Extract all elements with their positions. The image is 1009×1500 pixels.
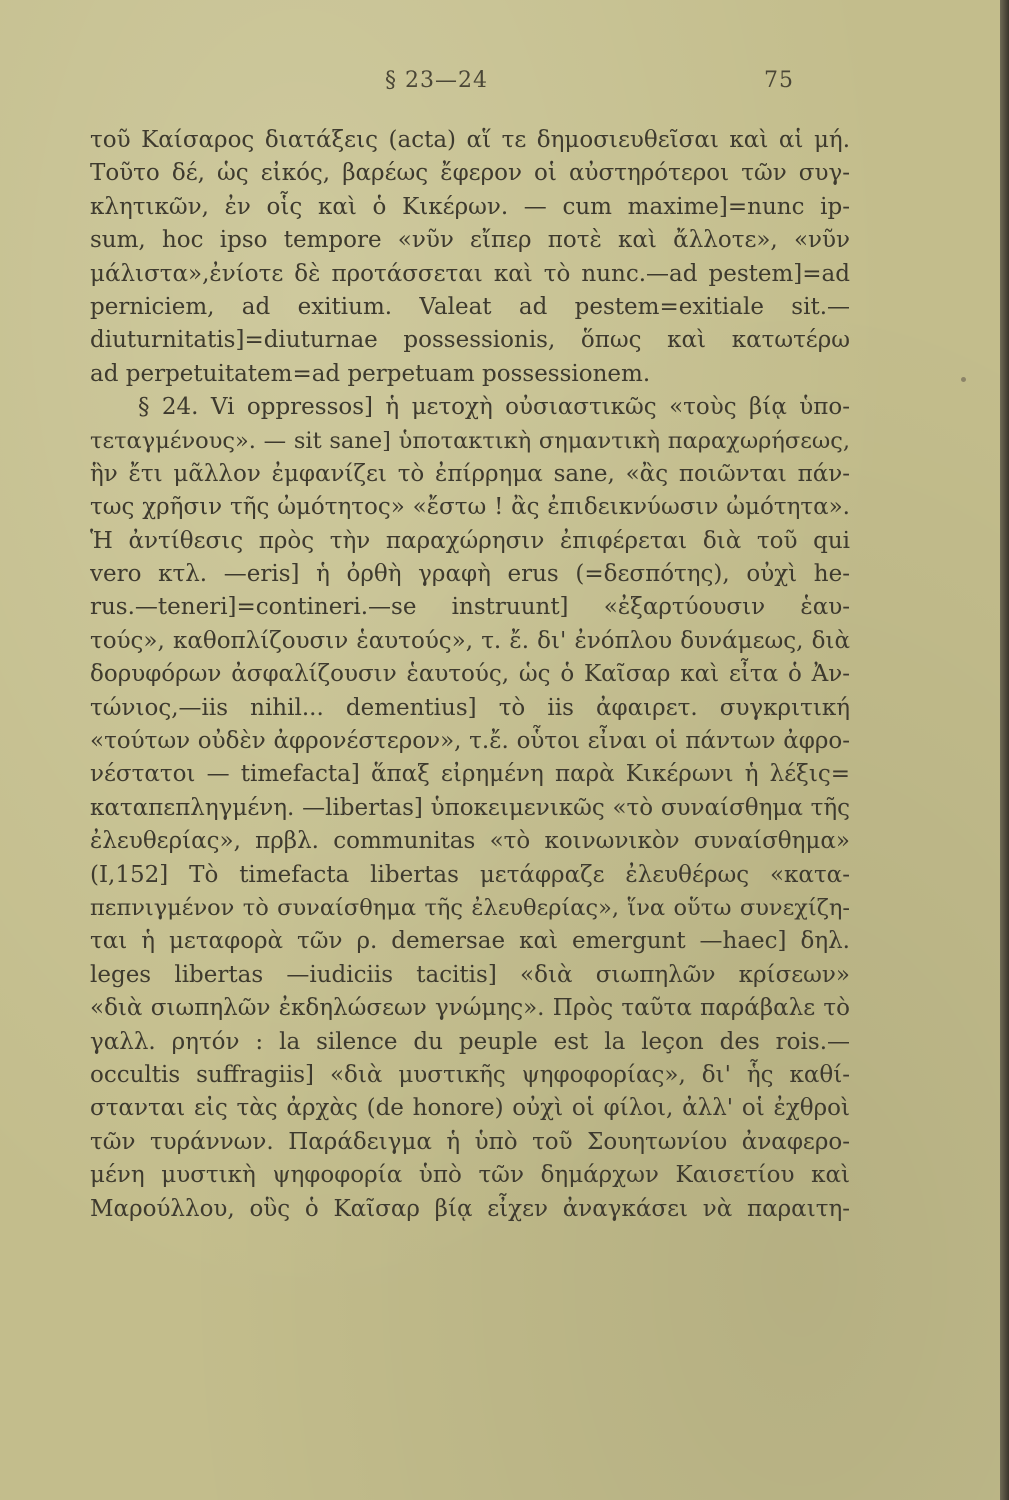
text-line: πεπνιγμένον τὸ συναίσθημα τῆς ἐλευθερίας», ἵνα οὕτω συνεχίζη- (90, 894, 850, 921)
text-line: τοῦ Καίσαρος διατάξεις (acta) αἵ τε δημοσιευθεῖσαι καὶ αἱ μή. (90, 127, 850, 153)
text-line: «τούτων οὐδὲν ἀφρονέστερον», τ.ἔ. οὗτοι εἶναι οἱ πάντων ἀφρο- (90, 728, 850, 755)
text-line: § 24. Vi oppressos] ἡ μετοχὴ οὐσιαστικῶς «τοὺς βίᾳ ὑπο- (138, 394, 850, 421)
section-heading: § 23—24 (385, 68, 488, 93)
text-line: «διὰ σιωπηλῶν ἐκδηλώσεων γνώμης». Πρὸς ταῦτα παράβαλε τὸ (90, 995, 850, 1022)
text-line: μένη μυστικὴ ψηφοφορία ὑπὸ τῶν δημάρχων Καισετίου καὶ (90, 1162, 850, 1189)
body-text (90, 124, 850, 1226)
text-line: perniciem, ad exitium. Valeat ad pestem=exitiale sit.— (90, 293, 850, 320)
text-line: rus.—teneri]=contineri.—se instruunt] «ἐξαρτύουσιν ἑαυ- (90, 594, 850, 621)
text-line: τούς», καθοπλίζουσιν ἑαυτούς», τ. ἔ. δι' ἐνόπλου δυνάμεως, διὰ (90, 627, 850, 654)
running-header (0, 68, 1000, 102)
text-line: στανται εἰς τὰς ἀρχὰς (de honore) οὐχὶ οἱ φίλοι, ἀλλ' οἱ ἐχθροὶ (90, 1095, 850, 1122)
text-line: μάλιστα»,ἐνίοτε δὲ προτάσσεται καὶ τὸ nunc.—ad pestem]=ad (90, 260, 850, 287)
text-line: κλητικῶν, ἐν οἷς καὶ ὁ Κικέρων. — cum maxime]=nunc ip- (90, 193, 850, 220)
text-line: diuturnitatis]=diuturnae possessionis, ὅπως καὶ κατωτέρω (90, 327, 850, 354)
text-line: vero κτλ. —eris] ἡ ὀρθὴ γραφὴ erus (=δεσπότης), οὐχὶ he- (90, 561, 850, 588)
text-line: Τοῦτο δέ, ὡς εἰκός, βαρέως ἔφερον οἱ αὐστηρότεροι τῶν συγ- (90, 160, 850, 187)
text-line: νέστατοι — timefacta] ἅπαξ εἰρημένη παρὰ Κικέρωνι ἡ λέξις= (90, 761, 850, 788)
text-line: τῶν τυράννων. Παράδειγμα ἡ ὑπὸ τοῦ Σουητωνίου ἀναφερο- (90, 1128, 850, 1155)
text-line: καταπεπληγμένη. —libertas] ὑποκειμενικῶς «τὸ συναίσθημα τῆς (90, 794, 850, 821)
text-line: γαλλ. ρητόν : la silence du peuple est la leçon des rois.— (90, 1028, 850, 1055)
paper-speck (961, 377, 966, 382)
text-line: occultis suffragiis] «διὰ μυστικῆς ψηφοφορίας», δι' ἧς καθί- (90, 1061, 850, 1088)
text-line: τώνιος,—iis nihil... dementius] τὸ iis ἀφαιρετ. συγκριτική (90, 694, 850, 721)
text-line: Ἡ ἀντίθεσις πρὸς τὴν παραχώρησιν ἐπιφέρεται διὰ τοῦ qui (90, 527, 850, 554)
book-edge (1000, 0, 1009, 1500)
text-line: ἐλευθερίας», πρβλ. communitas «τὸ κοινωνικὸν συναίσθημα» (90, 828, 850, 855)
text-line: ad perpetuitatem=ad perpetuam possessionem. (90, 360, 651, 387)
text-line: ται ἡ μεταφορὰ τῶν ρ. demersae καὶ emergunt —haec] δηλ. (90, 928, 850, 955)
text-line: (I,152] Τὸ timefacta libertas μετάφραζε ἐλευθέρως «κατα- (90, 861, 850, 888)
text-line: τεταγμένους». — sit sane] ὑποτακτικὴ σημαντικὴ παραχωρήσεως, (90, 427, 850, 454)
text-line: leges libertas —iudiciis tacitis] «διὰ σιωπηλῶν κρίσεων» (90, 961, 850, 988)
text-line: ἣν ἔτι μᾶλλον ἐμφανίζει τὸ ἐπίρρημα sane, «ἂς ποιῶνται πάν- (90, 460, 850, 487)
text-line: sum, hoc ipso tempore «νῦν εἴπερ ποτὲ καὶ ἄλλοτε», «νῦν (90, 227, 850, 254)
text-line: δορυφόρων ἀσφαλίζουσιν ἑαυτούς, ὡς ὁ Καῖσαρ καὶ εἶτα ὁ Ἀν- (90, 661, 850, 688)
text-line: τως χρῆσιν τῆς ὠμότητος» «ἔστω ! ἂς ἐπιδεικνύωσιν ὠμότητα». (90, 494, 850, 521)
page-number: 75 (764, 68, 794, 93)
text-line: Μαρούλλου, οὓς ὁ Καῖσαρ βίᾳ εἶχεν ἀναγκάσει νὰ παραιτη- (90, 1195, 850, 1222)
